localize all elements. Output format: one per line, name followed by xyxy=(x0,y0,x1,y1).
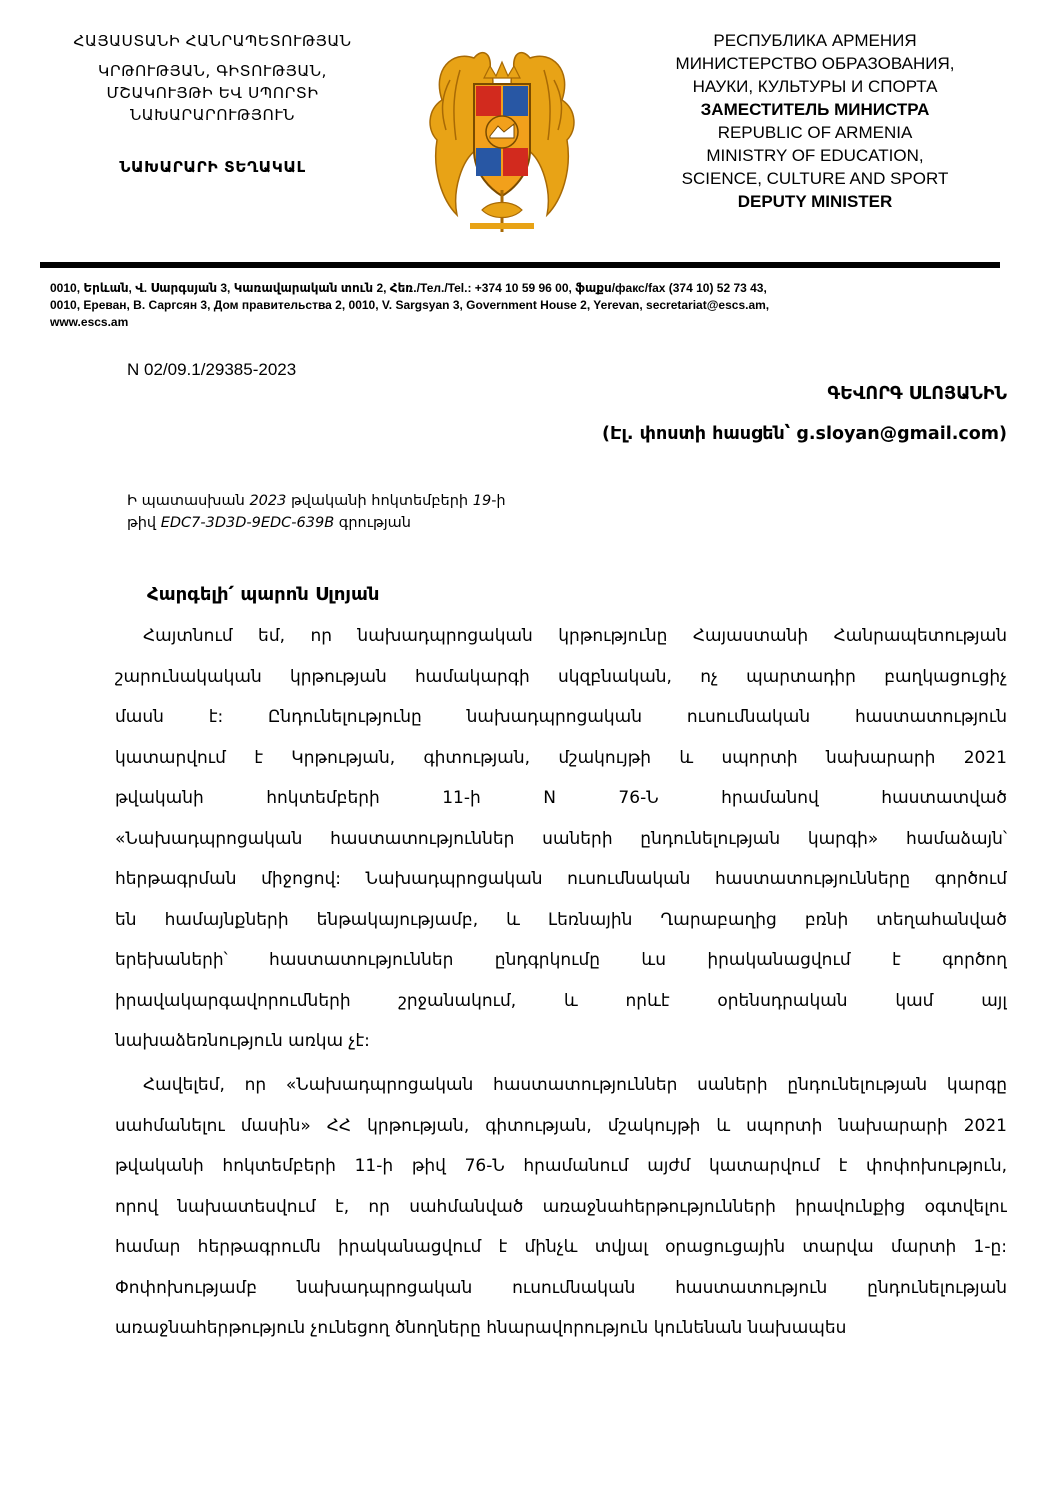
reference-text: գրության xyxy=(334,515,411,531)
paragraph-line: են համայնքների ենթակայությամբ, և Լեռնային Ղարաբաղից բռնի տեղահանված xyxy=(115,909,1007,930)
reference-text: Ի պատասխան xyxy=(127,493,250,509)
paragraph-line: կատարվում է Կրթության, գիտության, մշակույթի և սպորտի նախարարի 2021 xyxy=(115,747,1007,768)
header-line: ՆԱԽԱՐԱՐՈՒԹՅՈՒՆ xyxy=(130,106,295,124)
header-line: SCIENCE, CULTURE AND SPORT xyxy=(681,169,949,188)
ministry-name-foreign xyxy=(640,29,990,213)
paragraph-line: հերթագրման միջոցով: Նախադպրոցական ուսումնական հաստատությունները գործում xyxy=(115,869,1007,889)
reference-year: 2023 xyxy=(249,493,287,509)
position-title-armenian: ՆԱԽԱՐԱՐԻ ՏԵՂԱԿԱԼ xyxy=(119,158,306,176)
paragraph-line: «Նախադպրոցական հաստատություններ սաների ընդունելության կարգի» համաձայն՝ xyxy=(115,828,1007,849)
salutation: Հարգելի՛ պարոն Սլոյան xyxy=(147,584,380,605)
paragraph-line: նախաձեռնություն առկա չէ: xyxy=(115,1031,370,1051)
address-line: 0010, Երևան, Վ. Սարգսյան 3, Կառավարական տուն 2, Հեռ./Тел./Tel.: +374 10 59 96 00, ֆաքս/факс/fax (374 10) 52 73 43, xyxy=(50,281,767,295)
paragraph-line: թվականի հոկտեմբերի 11-ի թիվ 76-Ն հրամանում այժմ կատարվում է փոփոխություն, xyxy=(115,1156,1007,1176)
header-line: РЕСПУБЛИКА АРМЕНИЯ xyxy=(713,31,917,50)
paragraph-line: որով նախատեսվում է, որ սահմանված առաջնահերթությունների իրավունքից օգտվելու xyxy=(115,1196,1007,1217)
paragraph-line: Հավելեմ, որ «Նախադպրոցական հաստատություններ սաների ընդունելության կարգը xyxy=(143,1075,1007,1095)
recipient-email: g.sloyan@gmail.com) xyxy=(796,424,1007,444)
paragraph-line: իրավակարգավորումների շրջանակում, և որևէ օրենսդրական կամ այլ xyxy=(115,990,1007,1011)
reference-block xyxy=(127,490,506,534)
contact-address xyxy=(50,280,970,331)
recipient-email-line xyxy=(602,424,1007,444)
address-line: www.escs.am xyxy=(50,315,129,329)
paragraph-line: շարունակական կրթության համակարգի սկզբնական, ոչ պարտադիր բաղկացուցիչ xyxy=(115,666,1007,687)
recipient-name: ԳԵՎՈՐԳ ՍԼՈՅԱՆԻՆ xyxy=(827,384,1007,404)
reference-text: թիվ xyxy=(127,515,161,531)
address-line: 0010, Ереван, В. Саргсян 3, Дом правительства 2, 0010, V. Sargsyan 3, Government House 2, Yerevan, secretariat@escs.am, xyxy=(50,298,770,312)
position-title-english: DEPUTY MINISTER xyxy=(737,192,893,211)
reference-code: EDC7-3D3D-9EDC-639B xyxy=(160,515,335,531)
paragraph-line: երեխաների՝ հաստատություններ ընդգրկումը ևս իրականացվում է գործող xyxy=(115,950,1007,970)
ministry-name-armenian xyxy=(40,30,385,178)
header-line: ՀԱՅԱՍՏԱՆԻ ՀԱՆՐԱՊԵՏՈՒԹՅԱՆ xyxy=(73,32,352,50)
header-line: МИНИСТЕРСТВО ОБРАЗОВАНИЯ, xyxy=(675,54,955,73)
header-line: ԿՐԹՈՒԹՅԱՆ, ԳԻՏՈՒԹՅԱՆ, xyxy=(98,62,327,80)
reference-day: 19 xyxy=(472,493,492,509)
paragraph-line: Հայտնում եմ, որ նախադպրոցական կրթությունը Հայաստանի Հանրապետության xyxy=(143,626,1007,646)
reference-line xyxy=(127,490,506,512)
coat-of-arms-emblem xyxy=(412,40,592,240)
header-divider xyxy=(40,262,1000,268)
position-title-russian: ЗАМЕСТИТЕЛЬ МИНИСТРА xyxy=(700,100,930,119)
paragraph-1 xyxy=(115,616,1007,1062)
header-line: НАУКИ, КУЛЬТУРЫ И СПОРТА xyxy=(692,77,938,96)
paragraph-line: Փոփոխությամբ նախադպրոցական ուսումնական հաստատություն ընդունելության xyxy=(115,1277,1007,1298)
paragraph-line: համար հերթագրումն իրականացվում է մինչև տվյալ օրացուցային տարվա մարտի 1-ը: xyxy=(115,1237,1007,1257)
reference-text: թվականի հոկտեմբերի xyxy=(286,493,473,509)
recipient-email-label: (Էլ. փոստի հասցեն՝ xyxy=(602,424,791,444)
header-line: MINISTRY OF EDUCATION, xyxy=(706,146,924,165)
paragraph-line: մասն է: Ընդունելությունը նախադպրոցական ուսումնական հաստատություն xyxy=(115,707,1007,727)
paragraph-line: թվականի հոկտեմբերի 11-ի N 76-Ն հրամանով հաստատված xyxy=(115,788,1007,808)
reference-text: -ի xyxy=(491,493,506,509)
header-line: ՄՇԱԿՈՒՅԹԻ ԵՎ ՍՊՈՐՏԻ xyxy=(106,84,319,102)
paragraph-line: սահմանելու մասին» ՀՀ կրթության, գիտության, մշակույթի և սպորտի նախարարի 2021 xyxy=(115,1115,1007,1136)
header-line: REPUBLIC OF ARMENIA xyxy=(717,123,913,142)
paragraph-line: առաջնահերթություն չունեցող ծնողները հնարավորություն կունենան նախապես xyxy=(115,1318,847,1338)
letter-number: N 02/09.1/29385-2023 xyxy=(127,360,297,379)
paragraph-2 xyxy=(115,1065,1007,1349)
reference-line xyxy=(127,512,506,534)
